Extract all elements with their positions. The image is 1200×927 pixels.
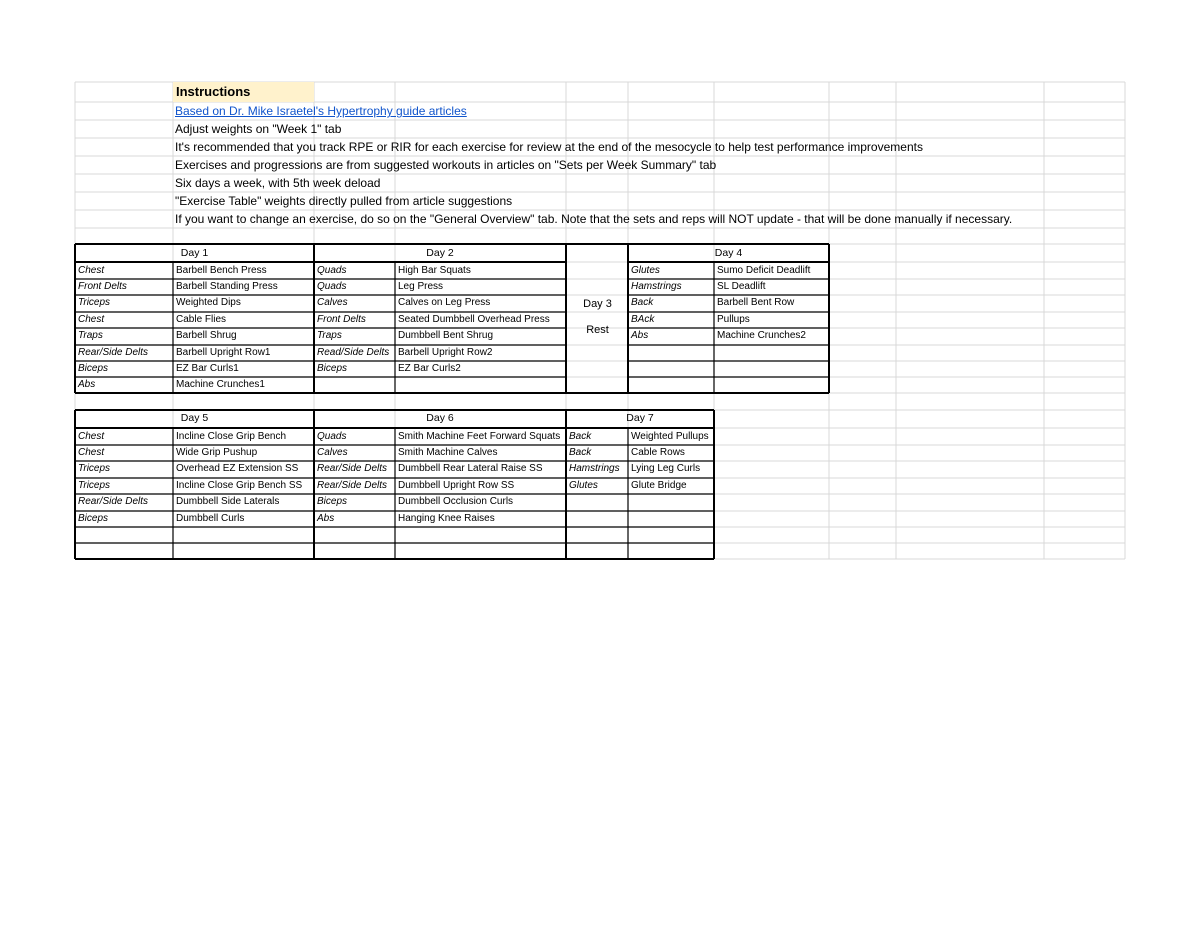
muscle-cell: Triceps xyxy=(78,463,111,474)
instructions-title: Instructions xyxy=(173,82,314,102)
day3-rest-label: Rest xyxy=(586,324,609,336)
exercise-cell: Wide Grip Pushup xyxy=(176,447,258,458)
muscle-cell: Front Delts xyxy=(317,314,366,325)
exercise-cell: Hanging Knee Raises xyxy=(398,513,495,524)
exercise-cell: Smith Machine Feet Forward Squats xyxy=(398,431,561,442)
muscle-cell: Quads xyxy=(317,431,347,442)
exercise-cell: Cable Rows xyxy=(631,447,685,458)
muscle-cell: Back xyxy=(569,431,592,442)
exercise-cell: Dumbbell Upright Row SS xyxy=(398,480,515,491)
muscle-cell: Chest xyxy=(78,314,105,325)
exercise-cell: EZ Bar Curls2 xyxy=(398,363,461,374)
exercise-cell: Glute Bridge xyxy=(631,480,687,491)
exercise-cell: High Bar Squats xyxy=(398,265,471,276)
muscle-cell: Triceps xyxy=(78,297,111,308)
muscle-cell: Hamstrings xyxy=(631,281,682,292)
guide-articles-link[interactable]: Based on Dr. Mike Israetel's Hypertrophy guide articles xyxy=(175,104,467,118)
exercise-cell: Overhead EZ Extension SS xyxy=(176,463,299,474)
muscle-cell: Biceps xyxy=(78,363,109,374)
instruction-line: It's recommended that you track RPE or RIR for each exercise for review at the end of the mesocycle to help test performance improvements xyxy=(175,140,923,154)
day1-header: Day 1 xyxy=(180,247,209,259)
exercise-cell: Dumbbell Occlusion Curls xyxy=(398,496,514,507)
muscle-cell: Glutes xyxy=(569,480,598,491)
exercise-cell: Incline Close Grip Bench SS xyxy=(176,480,303,491)
instruction-line: If you want to change an exercise, do so on the "General Overview" tab. Note that the sets and reps will NOT update - that will be done manually if necessary. xyxy=(175,212,1013,226)
muscle-cell: Chest xyxy=(78,265,105,276)
muscle-cell: Rear/Side Delts xyxy=(78,496,149,507)
muscle-cell: Biceps xyxy=(317,363,348,374)
exercise-cell: Machine Crunches2 xyxy=(717,330,806,341)
exercise-cell: Calves on Leg Press xyxy=(398,297,491,308)
exercise-cell: Barbell Standing Press xyxy=(176,281,278,292)
day6-header: Day 6 xyxy=(426,412,454,424)
day4-header: Day 4 xyxy=(714,247,743,259)
muscle-cell: Back xyxy=(569,447,592,458)
exercise-cell: Weighted Pullups xyxy=(631,431,709,442)
muscle-cell: Biceps xyxy=(317,496,348,507)
instruction-line: Adjust weights on "Week 1" tab xyxy=(175,122,342,136)
muscle-cell: Quads xyxy=(317,281,347,292)
exercise-cell: EZ Bar Curls1 xyxy=(176,363,239,374)
exercise-cell: Seated Dumbbell Overhead Press xyxy=(398,314,550,325)
exercise-cell: SL Deadlift xyxy=(717,281,766,292)
muscle-cell: Read/Side Delts xyxy=(317,347,390,358)
day3-header: Day 3 xyxy=(583,298,612,310)
exercise-cell: Barbell Upright Row1 xyxy=(176,347,271,358)
muscle-cell: Quads xyxy=(317,265,347,276)
exercise-cell: Barbell Upright Row2 xyxy=(398,347,493,358)
muscle-cell: Hamstrings xyxy=(569,463,620,474)
exercise-cell: Machine Crunches1 xyxy=(176,379,265,390)
instruction-line: "Exercise Table" weights directly pulled from article suggestions xyxy=(175,194,513,208)
exercise-cell: Dumbbell Side Laterals xyxy=(176,496,280,507)
exercise-cell: Dumbbell Bent Shrug xyxy=(398,330,494,341)
muscle-cell: Front Delts xyxy=(78,281,127,292)
exercise-cell: Dumbbell Curls xyxy=(176,513,245,524)
muscle-cell: Abs xyxy=(631,330,649,341)
muscle-cell: Abs xyxy=(78,379,96,390)
exercise-cell: Cable Flies xyxy=(176,314,227,325)
exercise-cell: Dumbbell Rear Lateral Raise SS xyxy=(398,463,543,474)
muscle-cell: BAck xyxy=(631,314,655,325)
muscle-cell: Rear/Side Delts xyxy=(317,480,388,491)
exercise-cell: Sumo Deficit Deadlift xyxy=(717,265,811,276)
muscle-cell: Biceps xyxy=(78,513,109,524)
exercise-cell: Weighted Dips xyxy=(176,297,241,308)
muscle-cell: Traps xyxy=(78,330,103,341)
muscle-cell: Chest xyxy=(78,447,105,458)
muscle-cell: Back xyxy=(631,297,654,308)
exercise-cell: Lying Leg Curls xyxy=(631,463,701,474)
exercise-cell: Leg Press xyxy=(398,281,444,292)
muscle-cell: Calves xyxy=(317,297,348,308)
exercise-cell: Smith Machine Calves xyxy=(398,447,498,458)
muscle-cell: Triceps xyxy=(78,480,111,491)
exercise-cell: Barbell Bent Row xyxy=(717,297,795,308)
muscle-cell: Rear/Side Delts xyxy=(317,463,388,474)
exercise-cell: Pullups xyxy=(717,314,750,325)
muscle-cell: Chest xyxy=(78,431,105,442)
day5-header: Day 5 xyxy=(180,412,209,424)
day7-header: Day 7 xyxy=(626,412,654,424)
muscle-cell: Glutes xyxy=(631,265,660,276)
muscle-cell: Abs xyxy=(317,513,335,524)
day2-header: Day 2 xyxy=(426,247,454,259)
instruction-line: Exercises and progressions are from suggested workouts in articles on "Sets per Week Summary" tab xyxy=(175,158,717,172)
exercise-cell: Barbell Shrug xyxy=(176,330,237,341)
exercise-cell: Incline Close Grip Bench xyxy=(176,431,287,442)
muscle-cell: Calves xyxy=(317,447,348,458)
muscle-cell: Rear/Side Delts xyxy=(78,347,149,358)
exercise-cell: Barbell Bench Press xyxy=(176,265,267,276)
instruction-line: Six days a week, with 5th week deload xyxy=(175,176,381,190)
muscle-cell: Traps xyxy=(317,330,342,341)
